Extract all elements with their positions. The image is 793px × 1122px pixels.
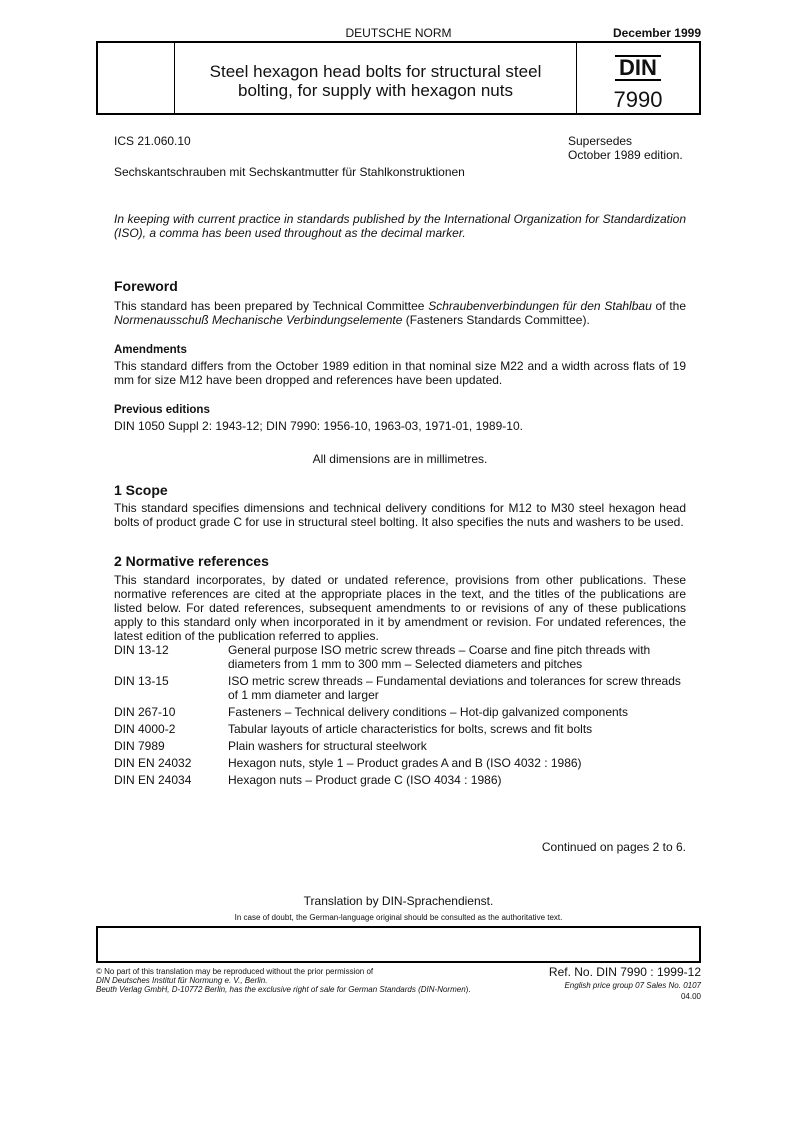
title-block — [96, 41, 701, 115]
translation-doubt-note: In case of doubt, the German-language original should be consulted as the authoritative text. — [234, 913, 563, 922]
foreword-text: This standard has been prepared by Technical Committee Schraubenverbindungen für den Stahlbau of the Normenausschuß Mechanische Verbindungselemente (Fasteners Standards Committee). — [114, 299, 687, 327]
page-header — [96, 26, 701, 40]
scope-text: This standard specifies dimensions and technical delivery conditions for M12 to M30 steel hexagon head bolts of product grade C for use in structural steel bolting. It also specifies the nuts and washers to be used. — [114, 501, 686, 529]
reference-row — [114, 773, 686, 790]
reference-code: DIN 267-10 — [114, 705, 176, 719]
reference-row — [114, 643, 686, 674]
document-title — [175, 62, 576, 100]
date-code: 04.00 — [680, 992, 701, 1001]
reference-code: DIN 4000-2 — [114, 722, 176, 736]
foreword-heading: Foreword — [114, 278, 178, 294]
references-table — [114, 643, 686, 790]
din-logo: DIN — [615, 55, 661, 81]
german-title: Sechskantschrauben mit Sechskantmutter für Stahlkonstruktionen — [114, 165, 465, 179]
reference-row — [114, 756, 686, 773]
previous-editions-text: DIN 1050 Suppl 2: 1943-12; DIN 7990: 1956-10, 1963-03, 1971-01, 1989-10. — [114, 419, 523, 433]
reference-code: DIN EN 24034 — [114, 773, 192, 787]
reference-code: DIN EN 24032 — [114, 756, 192, 770]
copyright-notice — [96, 967, 516, 994]
reference-code: DIN 13-12 — [114, 643, 169, 657]
reference-code: DIN 7989 — [114, 739, 165, 753]
amendments-heading: Amendments — [114, 344, 187, 356]
reference-title: Hexagon nuts – Product grade C (ISO 4034 : 1986) — [228, 773, 502, 787]
standard-body: DEUTSCHE NORM — [345, 26, 452, 40]
supersedes-label: Supersedes — [568, 134, 633, 148]
din-designation — [577, 55, 699, 113]
issue-date: December 1999 — [612, 26, 701, 40]
normative-references-heading: 2 Normative references — [114, 553, 269, 569]
price-group: English price group 07 Sales No. 0107 — [564, 981, 701, 990]
reference-title: Fasteners – Technical delivery conditions – Hot-dip galvanized components — [228, 705, 629, 719]
amendments-text: This standard differs from the October 1989 edition in that nominal size M22 and a width across flats of 19 mm for size M12 have been dropped and references have been updated. — [114, 359, 686, 387]
title-line-1: Steel hexagon head bolts for structural steel — [209, 62, 542, 81]
reference-title: ISO metric screw threads – Fundamental deviations and tolerances for screw threads of 1 mm diameter and larger — [228, 674, 681, 702]
copyright-line-1: © No part of this translation may be reproduced without the prior permission of — [96, 967, 374, 976]
normative-references-intro: This standard incorporates, by dated or undated reference, provisions from other publications. These normative references are cited at the appropriate places in the text, and the titles of the publications are listed below. For dated references, subsequent amendments to or revisions of any of these publications apply to this standard only when incorporated in it by amendment or revision. For undated references, the latest edition of the publication referred to applies. — [114, 573, 686, 643]
copyright-line-2: DIN Deutsches Institut für Normung e. V., Berlin. — [96, 976, 268, 985]
ics-code: ICS 21.060.10 — [114, 134, 191, 148]
reference-row — [114, 705, 686, 722]
title-line-2: bolting, for supply with hexagon nuts — [237, 81, 513, 100]
dimensions-note: All dimensions are in millimetres. — [312, 452, 488, 466]
copyright-line-3: Beuth Verlag GmbH, D-10772 Berlin, has the exclusive right of sale for German Standards (DIN-Normen). — [96, 985, 471, 994]
reference-row — [114, 739, 686, 756]
supersedes-edition: October 1989 edition. — [568, 148, 683, 162]
committee-name: Schraubenverbindungen für den Stahlbau — [428, 299, 652, 313]
reference-row — [114, 722, 686, 739]
supersedes-note — [568, 134, 683, 162]
reference-title: Hexagon nuts, style 1 – Product grades A and B (ISO 4032 : 1986) — [228, 756, 582, 770]
previous-editions-heading: Previous editions — [114, 404, 210, 416]
reference-number: Ref. No. DIN 7990 : 1999-12 — [548, 965, 701, 979]
standards-committee-name: Normenausschuß Mechanische Verbindungselemente — [114, 313, 403, 327]
scope-heading: 1 Scope — [114, 482, 168, 498]
reference-title: General purpose ISO metric screw threads – Coarse and fine pitch threads with diameters from 1 mm to 300 mm – Selected diameters and pitches — [228, 643, 651, 671]
standard-number: 7990 — [613, 87, 663, 112]
reference-row — [114, 674, 686, 705]
footer-frame — [96, 926, 701, 963]
reference-title: Tabular layouts of article characteristics for bolts, screws and fit bolts — [228, 722, 593, 736]
reference-code: DIN 13-15 — [114, 674, 169, 688]
translation-credit: Translation by DIN-Sprachendienst. — [303, 894, 494, 908]
decimal-marker-note: In keeping with current practice in standards published by the International Organization for Standardization (ISO), a comma has been used throughout as the decimal marker. — [114, 212, 686, 240]
continued-note: Continued on pages 2 to 6. — [541, 840, 686, 854]
reference-title: Plain washers for structural steelwork — [228, 739, 427, 753]
